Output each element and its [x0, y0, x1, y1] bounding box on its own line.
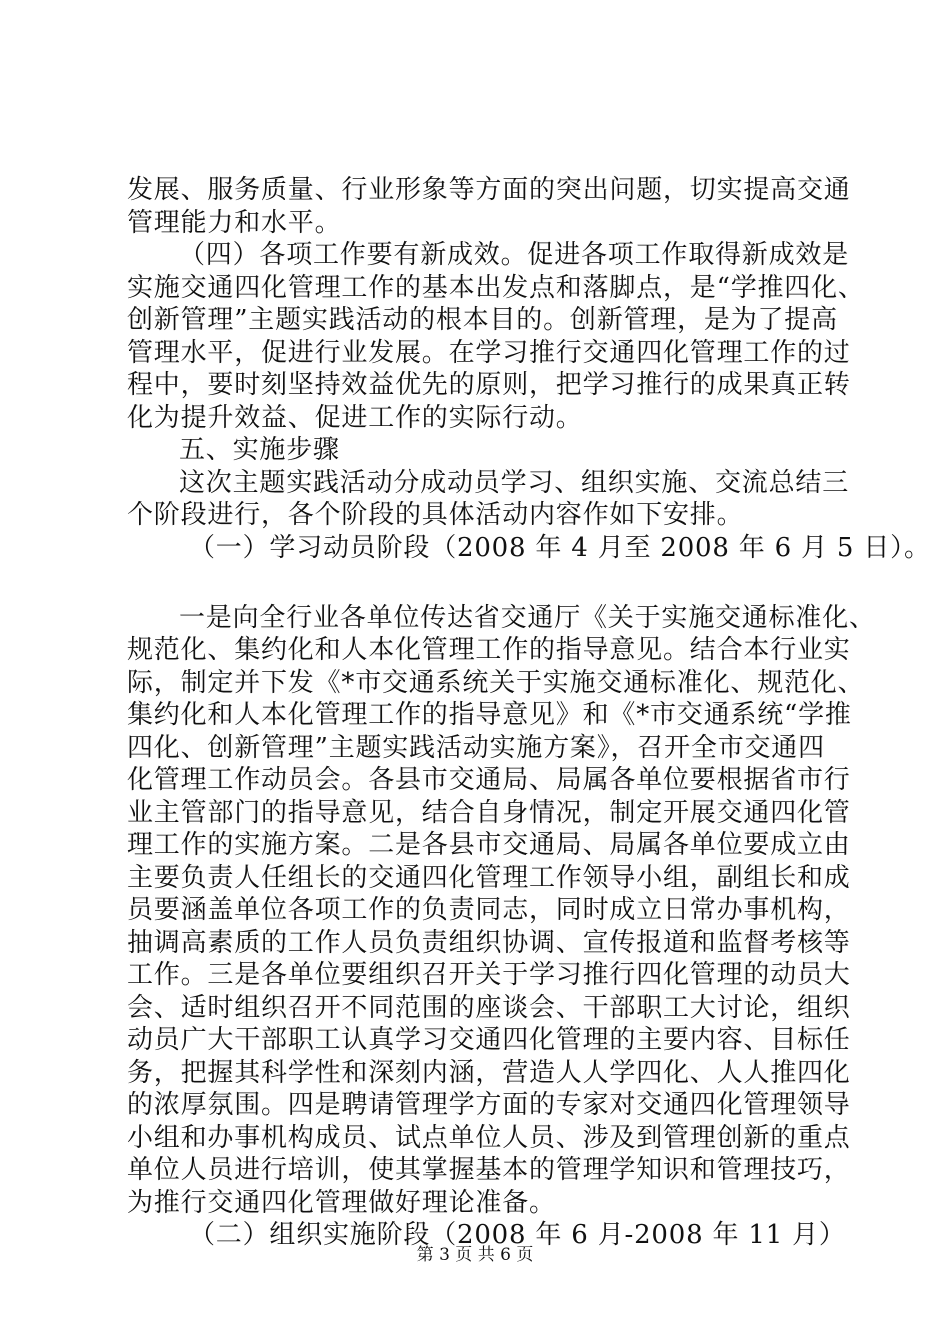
text-line: 业主管部门的指导意见，结合自身情况，制定开展交通四化管	[127, 798, 851, 828]
text-line: 化管理工作动员会。各县市交通局、局属各单位要根据省市行	[127, 765, 851, 795]
section-heading: 五、实施步骤	[179, 435, 340, 465]
subsection-heading: （一）学习动员阶段（2008 年 4 月至 2008 年 6 月 5 日）。	[189, 533, 931, 563]
text-line: 小组和办事机构成员、试点单位人员、涉及到管理创新的重点	[127, 1123, 851, 1153]
text-line: 化为提升效益、促进工作的实际行动。	[127, 403, 583, 433]
text-line: 抽调高素质的工作人员负责组织协调、宣传报道和监督考核等	[127, 928, 851, 958]
text-line: 主要负责人任组长的交通四化管理工作领导小组，副组长和成	[127, 863, 851, 893]
text-line: 规范化、集约化和人本化管理工作的指导意见。结合本行业实	[127, 635, 851, 665]
text-line: 四化、创新管理”主题实践活动实施方案》，召开全市交通四	[127, 733, 825, 763]
text-line: 单位人员进行培训，使其掌握基本的管理学知识和管理技巧，	[127, 1155, 851, 1185]
text-line: 管理能力和水平。	[127, 208, 342, 238]
text-line: 实施交通四化管理工作的基本出发点和落脚点，是“学推四化、	[127, 273, 865, 303]
text-line: 动员广大干部职工认真学习交通四化管理的主要内容、目标任	[127, 1025, 851, 1055]
text-line: 管理水平，促进行业发展。在学习推行交通四化管理工作的过	[127, 338, 851, 368]
text-line: 这次主题实践活动分成动员学习、组织实施、交流总结三	[179, 468, 850, 498]
text-line: 个阶段进行，各个阶段的具体活动内容作如下安排。	[127, 500, 744, 530]
text-line: 集约化和人本化管理工作的指导意见》和《*市交通系统“学推	[127, 700, 852, 730]
text-line: 际，制定并下发《*市交通系统关于实施交通标准化、规范化、	[127, 668, 865, 698]
text-line: 一是向全行业各单位传达省交通厅《关于实施交通标准化、	[179, 603, 876, 633]
text-line: 理工作的实施方案。二是各县市交通局、局属各单位要成立由	[127, 830, 851, 860]
text-line: 为推行交通四化管理做好理论准备。	[127, 1188, 556, 1218]
text-line: 程中，要时刻坚持效益优先的原则，把学习推行的成果真正转	[127, 370, 851, 400]
page-number-footer: 第 3 页 共 6 页	[416, 1245, 534, 1265]
subsection-heading: （二）组织实施阶段（2008 年 6 月-2008 年 11 月）	[189, 1220, 846, 1250]
text-line: 员要涵盖单位各项工作的负责同志，同时成立日常办事机构，	[127, 895, 851, 925]
text-line: 发展、服务质量、行业形象等方面的突出问题，切实提高交通	[127, 175, 851, 205]
text-line: 会、适时组织召开不同范围的座谈会、干部职工大讨论，组织	[127, 993, 851, 1023]
text-line: （四）各项工作要有新成效。促进各项工作取得新成效是	[179, 240, 850, 270]
text-line: 创新管理”主题实践活动的根本目的。创新管理，是为了提高	[127, 305, 838, 335]
text-line: 工作。三是各单位要组织召开关于学习推行四化管理的动员大	[127, 960, 851, 990]
text-line: 的浓厚氛围。四是聘请管理学方面的专家对交通四化管理领导	[127, 1090, 851, 1120]
text-line: 务，把握其科学性和深刻内涵，营造人人学四化、人人推四化	[127, 1058, 851, 1088]
